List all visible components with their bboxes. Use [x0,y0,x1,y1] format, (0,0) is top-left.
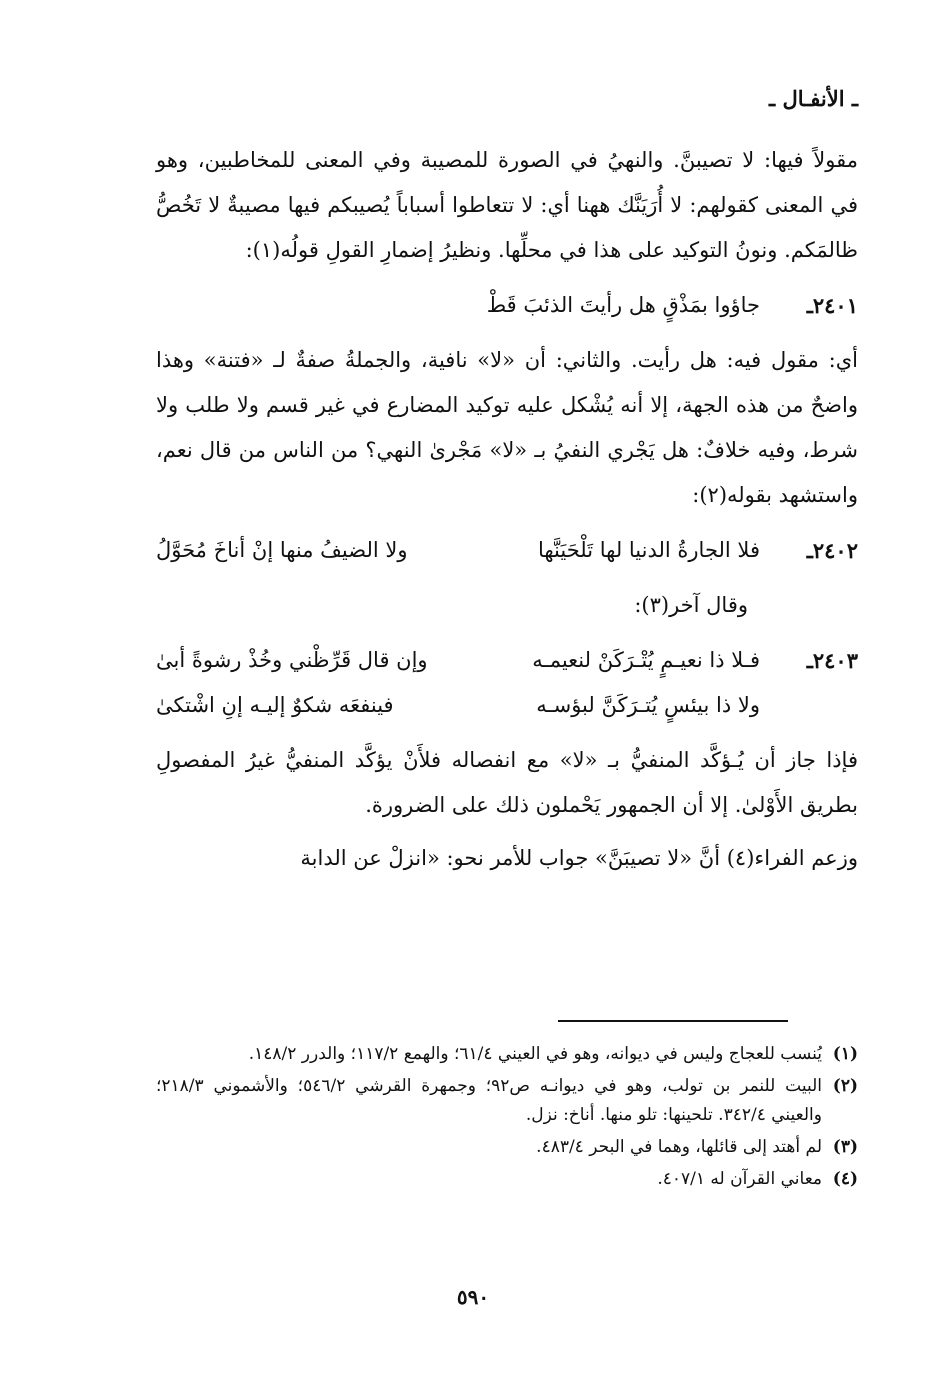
footnotes [156,1040,858,1197]
footnote-number: (١) [832,1044,858,1064]
footnote-text: معاني القرآن له ٤٠٧/١. [657,1169,822,1189]
paragraph-farra: وزعم الفراء(٤) أنَّ «لا تصيبَنَّ» جواب للأمر نحو: «انزلْ عن الدابة [300,846,858,870]
footnote-text: البيت للنمر بن تولب، وهو في ديوانـه ص٩٢؛ وجمهرة القرشي ٥٤٦/٢؛ والأشموني ٢١٨/٣؛ والعيني ٣٤٢/٤. تلحينها: تلو منها. أناخ: نزل. [156,1076,822,1125]
verse-first-hemistich: ولا ذا بيئسٍ يُتـرَكَنَّ لبؤسـه [536,693,760,717]
verse-line-2 [156,683,858,728]
verse-number: ٢٤٠١ـ [806,293,858,318]
verse-second-hemistich: ولا الضيفُ منها إنْ أناخَ مُحَوَّلُ [156,538,408,562]
verse-second-hemistich: وإن قال قَرِّظْني وخُذْ رشوةً أبىٰ [156,648,428,672]
verse-line-1 [156,638,858,683]
verse-text: جاؤوا بمَذْقٍ هل رأيتَ الذئبَ قَطْ [486,293,760,317]
verse-2401 [156,283,858,328]
footnote-text: يُنسب للعجاج وليس في ديوانه، وهو في العيني ٦١/٤؛ والهمع ١١٧/٢؛ والدرر ١٤٨/٢. [248,1044,822,1064]
said-another: وقال آخر(٣): [634,593,748,617]
main-text [156,138,858,881]
footnote-2 [156,1072,858,1130]
footnote-number: (٢) [832,1076,858,1096]
verse-second-hemistich: فينفعَه شكوٌ إليـه إنِ اشْتكىٰ [156,693,394,717]
verse-2402 [156,528,858,573]
paragraph-intro: مقولاً فيها: لا تصيبنَّ. والنهيُ في الصورة للمصيبة وفي المعنى للمخاطبين، وهو في المعنى كقولهم: لا أُرَيَنَّك ههنا أي: لا تتعاطوا أسباباً يُصيبكم فيها مصيبةٌ لا تَخُصُّ ظالمَكم. ونونُ التوكيد على هذا في محلِّها. ونظيرُ إضمارِ القولِ قولُه(١): [156,148,858,262]
verse-first-hemistich: فلا الجارةُ الدنيا لها تَلْحَيَنَّها [537,538,760,562]
footnote-text: لم أهتد إلى قائلها، وهما في البحر ٤٨٣/٤. [536,1137,822,1157]
paragraph-second-view: أي: مقول فيه: هل رأيت. والثاني: أن «لا» نافية، والجملةُ صفةٌ لـ «فتنة» وهذا واضحٌ من هذه الجهة، إلا أنه يُشْكل عليه توكيد المضارع في غير قسم ولا طلب ولا شرط، وفيه خلافٌ: هل يَجْري النفيُ بـ «لا» مَجْرىٰ النهي؟ من الناس من قال نعم، واستشهد بقوله(٢): [156,348,858,507]
verse-number: ٢٤٠٣ـ [806,648,858,673]
running-head: ـ الأنفـال ـ [768,86,858,111]
verse-number: ٢٤٠٢ـ [806,538,858,563]
page-number: ٥٩٠ [456,1285,490,1309]
footnote-number: (٤) [832,1169,858,1189]
paragraph-emphasis: فإذا جاز أن يُـؤكَّد المنفيُّ بـ «لا» مع انفصاله فلأَنْ يؤكَّد المنفيُّ غيرُ المفصولِ بطريق الأَوْلىٰ. إلا أن الجمهور يَحْملون ذلك على الضرورة. [156,748,858,817]
footnote-3 [156,1133,858,1162]
footnote-number: (٣) [832,1137,858,1157]
verse-first-hemistich: فـلا ذا نعيـمٍ يُتْـرَكَنْ لنعيمـه [532,648,760,672]
footnote-1 [156,1040,858,1069]
footnote-separator [558,1020,788,1022]
verse-2403 [156,638,858,728]
footnote-4 [156,1165,858,1194]
